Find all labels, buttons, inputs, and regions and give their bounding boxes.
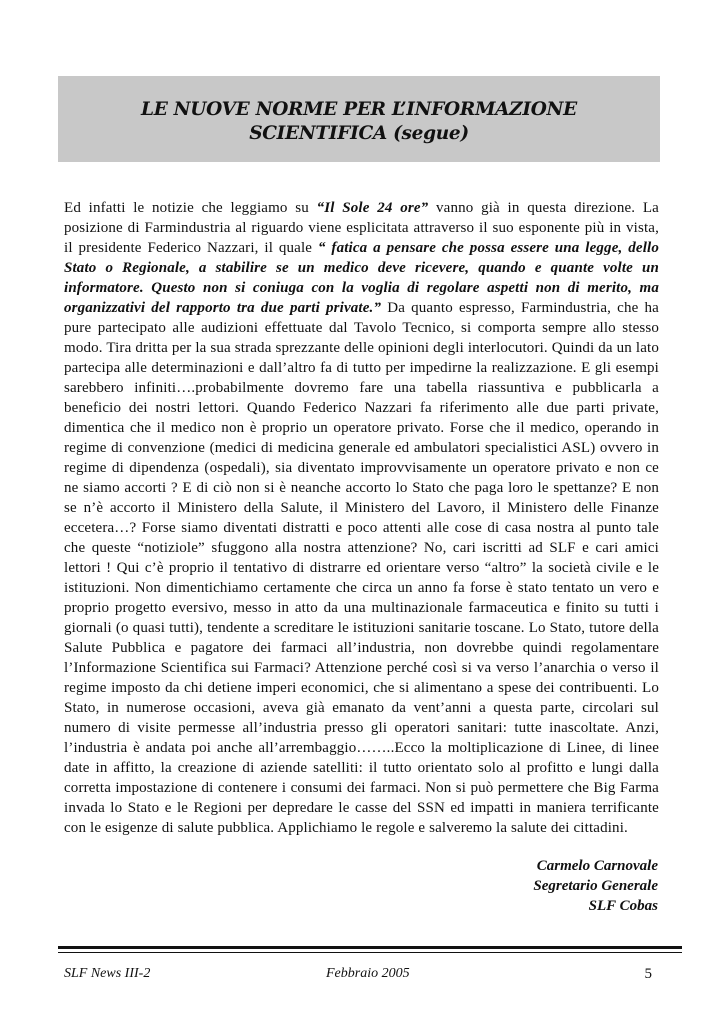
signature-role: Segretario Generale: [533, 878, 658, 894]
footer-rule-thick: [58, 946, 682, 949]
page-title: [58, 98, 660, 146]
title-line-2: SCIENTIFICA (segue): [249, 123, 469, 144]
footer-date: Febbraio 2005: [326, 966, 410, 981]
footer-rule-thin: [58, 952, 682, 953]
nazzari-quote: “ fatica a pensare che possa essere una legge, dello Stato o Regionale, a stabilire se un medico deve ricevere, quando e quante volte un informatore. Questo non si coniuga con la voglia di regolare aspetti non di merito, ma organizzativi del rapporto tra due parti private.”: [64, 240, 659, 316]
signature-name: Carmelo Carnovale: [536, 858, 658, 874]
footer-publication: SLF News III-2: [64, 966, 151, 981]
signature-block: [533, 856, 658, 916]
article-body: [64, 198, 659, 838]
article-text-2: vanno già in questa direzione. La posizione di Farmindustria al riguardo viene esplicitata attraverso il suo esponente più in vista, il presidente Federico Nazzari, il quale: [64, 200, 659, 256]
title-line-1: LE NUOVE NORME PER L’INFORMAZIONE: [141, 99, 577, 120]
article-text-1: Ed infatti le notizie che leggiamo su: [64, 200, 317, 216]
article-text-3: Da quanto espresso, Farmindustria, che ha pure partecipato alle audizioni effettuate dal Tavolo Tecnico, si comporta sempre allo stesso modo. Tira dritta per la sua strada sprezzante delle opinioni degli interlocutori. Quindi da un lato partecipa alle determinazioni e dall’altro fa di tutto per impedirne la realizzazione. E gli esempi sarebbero infiniti….probabilmente dovremo fare una tabella riassuntiva e pubblicarla a beneficio dei nostri lettori. Quando Federico Nazzari fa riferimento alle due parti private, dimentica che il medico non è proprio un operatore privato. Forse che il medico, operando in regime di convenzione (medici di medicina generale ed ambulatori specialistici ASL) ovvero in regime di dipendenza (ospedali), sia diventato improvvisamente un operatore privato e non ce ne siamo accorti ? E di ciò non si è neanche accorto lo Stato che paga loro le spettanze? E non se n’è accorto il Ministero della Salute, il Ministero del Lavoro, il Ministero delle Finanze eccetera…? Forse siamo diventati distratti e poco attenti alle cose di casa nostra al punto tale che queste “notiziole” sfuggono alla nostra attenzione? No, cari iscritti ad SLF e cari amici lettori ! Qui c’è proprio il tentativo di distrarre ed orientare verso “altro” la società civile e le istituzioni. Non dimentichiamo certamente che circa un anno fa forse è stato tentato un vero e proprio progetto eversivo, messo in atto da una multinazionale farmaceutica e finito su tutti i giornali (o quasi tutti), tendente a screditare le istituzioni sanitarie toscane. Lo Stato, tutore della Salute Pubblica e pagatore dei farmaci all’industria, non dovrebbe quindi regolamentare l’Informazione Scientifica sui Farmaci? Attenzione perché così si va verso l’anarchia o verso il regime imposto da chi detiene imperi economici, che si alimentano a spese dei contribuenti. Lo Stato, in numerose occasioni, aveva già emanato da vent’anni a questa parte, circolari sul numero di visite permesse all’industria presso gli operatori sanitari: tutte inascoltate. Anzi, l’industria è andata poi anche all’arrembaggio……..Ecco la moltiplicazione di Linee, di linee date in affitto, la creazione di aziende satelliti: il tutto orientato solo al profitto e lungi dalla corretta impostazione di contenere i consumi dei farmaci. Non si può permettere che Big Farma invada lo Stato e le Regioni per depredare le casse del SSN ed impatti in maniera terrificante con le esigenze di salute pubblica. Applichiamo le regole e salveremo la salute dei cittadini.: [64, 300, 659, 836]
page-number: 5: [644, 966, 652, 982]
signature-org: SLF Cobas: [588, 898, 658, 914]
newspaper-name: “Il Sole 24 ore”: [316, 200, 429, 216]
